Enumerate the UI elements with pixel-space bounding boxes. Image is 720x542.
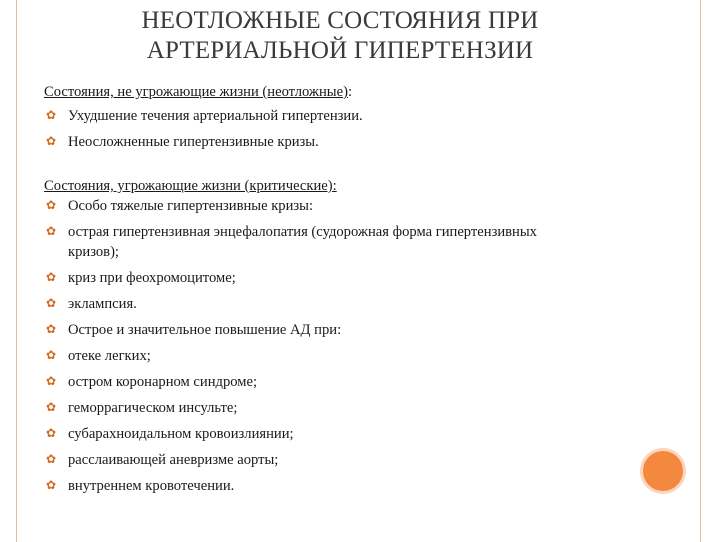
decorative-orange-circle xyxy=(640,448,686,494)
flower-bullet-icon: ✿ xyxy=(45,478,57,492)
section-heading-noncritical: Состояния, не угрожающие жизни (неотложные): xyxy=(44,84,353,100)
list-item: ✿ отеке легких; xyxy=(45,348,151,364)
list-item: ✿ эклампсия. xyxy=(45,296,137,312)
flower-bullet-icon: ✿ xyxy=(45,270,57,284)
flower-bullet-icon: ✿ xyxy=(45,198,57,212)
list-item: ✿ остром коронарном синдроме; xyxy=(45,374,258,390)
list-item: ✿ острая гипертензивная энцефалопатия (судорожная форма гипертензивных кризов); xyxy=(45,224,537,260)
list-item: ✿ Особо тяжелые гипертензивные кризы: xyxy=(45,198,314,214)
frame-line-right xyxy=(700,0,701,542)
list-item: ✿ Неосложненные гипертензивные кризы. xyxy=(45,134,319,150)
title-line-1: НЕОТЛОЖНЫЕ СОСТОЯНИЯ ПРИ xyxy=(141,7,539,34)
title-line-2: АРТЕРИАЛЬНОЙ ГИПЕРТЕНЗИИ xyxy=(146,37,534,64)
flower-bullet-icon: ✿ xyxy=(45,224,57,238)
flower-bullet-icon: ✿ xyxy=(45,374,57,388)
flower-bullet-icon: ✿ xyxy=(45,400,57,414)
list-item: ✿ Ухудшение течения артериальной гипертензии. xyxy=(45,108,363,124)
section-heading-critical: Состояния, угрожающие жизни (критические): xyxy=(44,178,337,194)
list-item: ✿ субарахноидальном кровоизлиянии; xyxy=(45,426,294,442)
flower-bullet-icon: ✿ xyxy=(45,108,57,122)
flower-bullet-icon: ✿ xyxy=(45,296,57,310)
list-item: ✿ внутреннем кровотечении. xyxy=(45,478,235,494)
page-title xyxy=(40,6,640,66)
flower-bullet-icon: ✿ xyxy=(45,348,57,362)
flower-bullet-icon: ✿ xyxy=(45,322,57,336)
list-item: ✿ расслаивающей аневризме аорты; xyxy=(45,452,279,468)
content-body xyxy=(44,82,684,496)
flower-bullet-icon: ✿ xyxy=(45,134,57,148)
list-item: ✿ Острое и значительное повышение АД при: xyxy=(45,322,342,338)
list-item: ✿ геморрагическом инсульте; xyxy=(45,400,238,416)
list-item: ✿ криз при феохромоцитоме; xyxy=(45,270,236,286)
frame-line-left xyxy=(16,0,17,542)
flower-bullet-icon: ✿ xyxy=(45,426,57,440)
flower-bullet-icon: ✿ xyxy=(45,452,57,466)
